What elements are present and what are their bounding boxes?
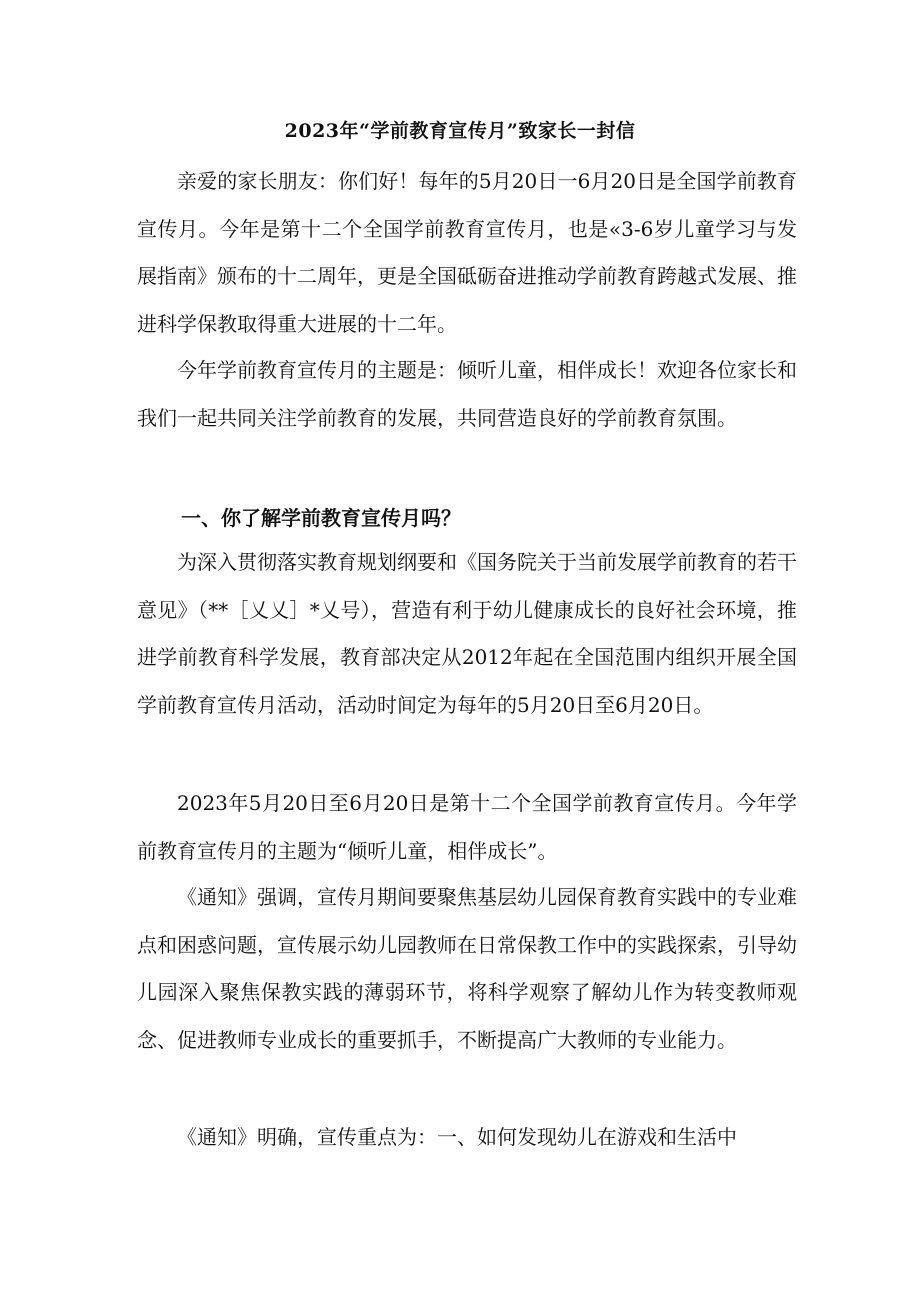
paragraph-theme: 今年学前教育宣传月的主题是：倾听儿童，相伴成长！欢迎各位家长和我们一起共同关注学前教育的发展，共同营造良好的学前教育氛围。 — [137, 358, 797, 430]
paragraph-greeting: 亲爱的家长朋友：你们好！每年的5月20日一6月20日是全国学前教育宣传月。今年是第十二个全国学前教育宣传月，也是«3-6岁儿童学习与发展指南》颁布的十二周年，更是全国砥砺奋进推动学前教育跨越式发展、推进科学保教取得重大进展的十二年。 — [137, 169, 797, 336]
section-heading-1: 一、你了解学前教育宣传月吗？ — [181, 506, 461, 530]
document-title: 2023年“学前教育宣传月”致家长一封信 — [284, 120, 636, 142]
paragraph-background: 为深入贯彻落实教育规划纲要和《国务院关于当前发展学前教育的若干意见》（**［乂乂］*乂号），营造有利于幼儿健康成长的良好社会环境，推进学前教育科学发展，教育部决定从2012年起在全国范围内组织开展全国学前教育宣传月活动，活动时间定为每年的5月20日至6月20日。 — [137, 550, 797, 717]
paragraph-notice-focus: 《通知》明确，宣传重点为：一、如何发现幼儿在游戏和生活中 — [177, 1125, 737, 1149]
paragraph-notice-emphasis: 《通知》强调，宣传月期间要聚焦基层幼儿园保育教育实践中的专业难点和困惑问题，宣传展示幼儿园教师在日常保教工作中的实践探索，引导幼儿园深入聚焦保教实践的薄弱环节，将科学观察了解幼儿作为转变教师观念、促进教师专业成长的重要抓手，不断提高广大教师的专业能力。 — [137, 885, 797, 1052]
paragraph-dates: 2023年5月20日至6月20日是第十二个全国学前教育宣传月。今年学前教育宣传月的主题为“倾听儿童，相伴成长”。 — [137, 791, 797, 863]
